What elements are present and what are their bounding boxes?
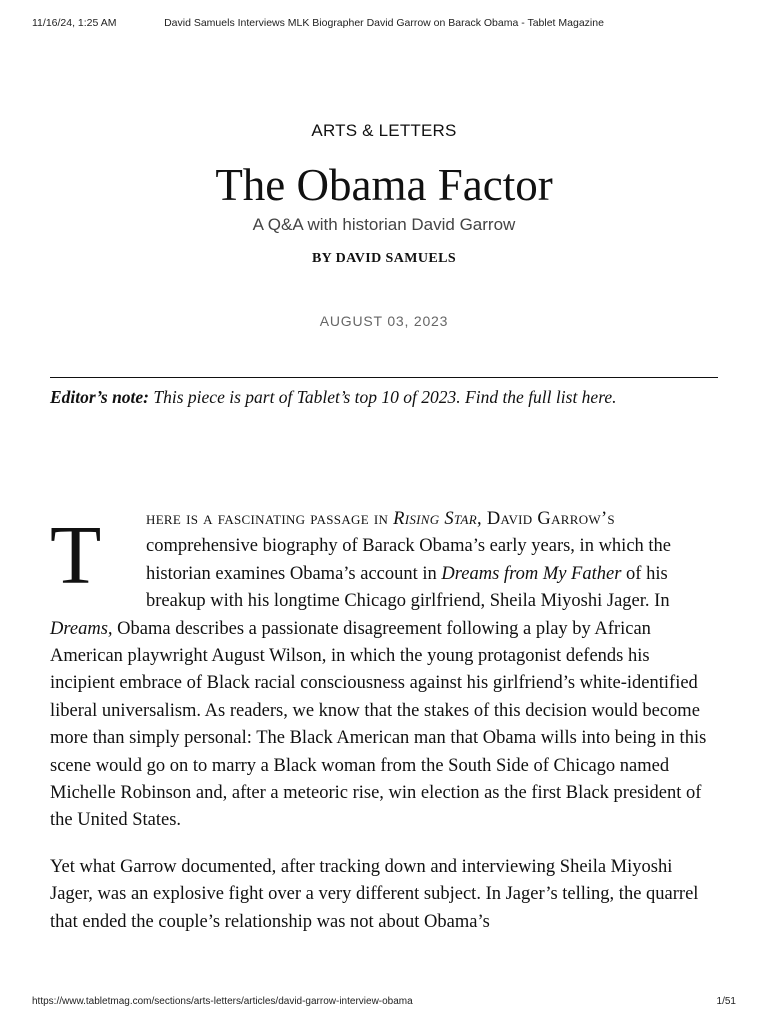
book-title-dreams: Dreams, xyxy=(50,618,113,639)
book-title-rising-star: Rising Star xyxy=(393,509,477,529)
divider-rule xyxy=(50,377,718,378)
author-byline[interactable]: BY DAVID SAMUELS xyxy=(311,251,457,266)
body-paragraph-1 xyxy=(50,506,718,835)
lede-text xyxy=(146,509,615,529)
lede-author: , David Garrow’s xyxy=(476,509,615,529)
editors-note xyxy=(50,384,730,410)
article-title: The Obama Factor xyxy=(215,160,553,210)
publication-date: AUGUST 03, 2023 xyxy=(319,313,449,329)
print-page-title: David Samuels Interviews MLK Biographer David Garrow on Barack Obama - Tablet Magazine xyxy=(164,17,604,29)
body-text-segment: of his breakup with his longtime Chicago girlfriend, Sheila Miyoshi Jager. In xyxy=(146,563,670,612)
print-url: https://www.tabletmag.com/sections/arts-letters/articles/david-garrow-interview-obama xyxy=(32,996,413,1007)
lede-opening: here is a fascinating passage in xyxy=(146,509,394,529)
article-subtitle: A Q&A with historian David Garrow xyxy=(252,215,516,234)
print-header xyxy=(32,17,736,31)
editors-note-label: Editor’s note: xyxy=(50,387,150,407)
body-text-segment: Obama describes a passionate disagreement following a play by African American playwright August Wilson, in which the young protagonist defends his incipient embrace of Black racial consciousness against his girlfriend’s white-identified liberal universalism. As readers, we know that the stakes of this decision would become more than simply personal: The Black American man that Obama wills into being in this scene would go on to marry a Black woman from the South Side of Chicago named Michelle Robinson and, after a meteoric rise, win election as the first Black president of the United States. xyxy=(50,618,707,831)
article-body xyxy=(50,506,718,955)
body-text-segment: comprehensive biography of Barack Obama’s early years, in which the historian examines Obama’s account in xyxy=(146,536,672,584)
print-page-number: 1/51 xyxy=(716,996,736,1007)
body-paragraph-2: Yet what Garrow documented, after tracking down and interviewing Sheila Miyoshi Jager, was an explosive fight over a very different subject. In Jager’s telling, the quarrel that ended the couple’s relationship was not about Obama’s xyxy=(50,856,699,932)
section-link-arts-letters[interactable]: ARTS & LETTERS xyxy=(311,121,457,140)
editors-note-text[interactable]: This piece is part of Tablet’s top 10 of 2023. Find the full list here. xyxy=(149,387,617,407)
print-footer xyxy=(32,996,736,1010)
drop-cap: T xyxy=(50,509,102,602)
book-title-dreams-from-my-father: Dreams from My Father xyxy=(441,563,622,584)
print-datetime: 11/16/24, 1:25 AM xyxy=(32,17,117,29)
